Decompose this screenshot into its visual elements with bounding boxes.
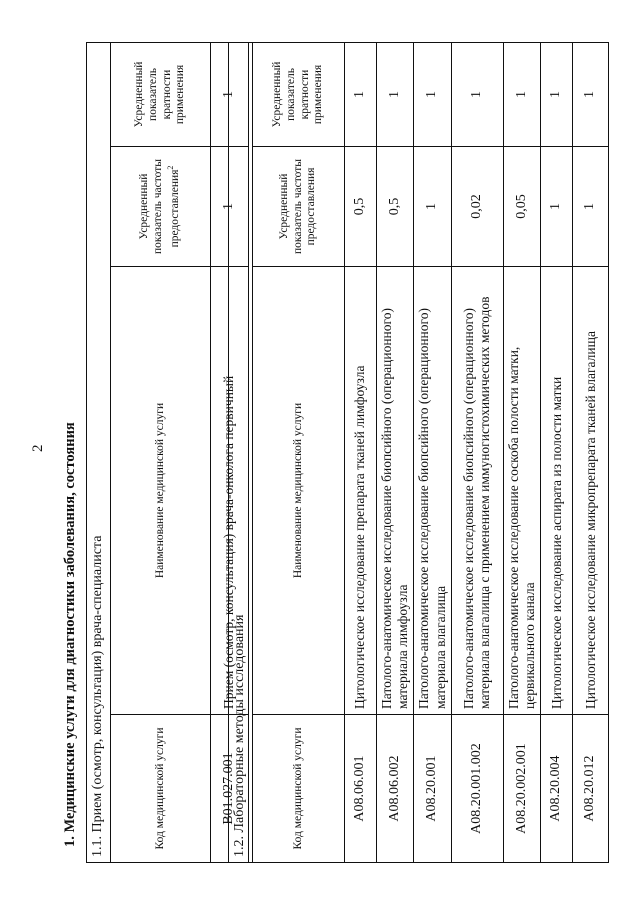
service-code: A08.06.002 xyxy=(377,715,414,863)
subsection-caption-1: 1.1. Прием (осмотр, консультация) врача-специалиста xyxy=(90,535,106,857)
header-name: Наименование медицинской услуги xyxy=(111,267,211,715)
section-title: 1. Медицинские услуги для диагностики заболевания, состояния xyxy=(62,422,78,847)
service-code: A08.20.012 xyxy=(573,715,609,863)
table-row xyxy=(541,42,573,862)
multiplicity-value: 1 xyxy=(414,42,451,146)
table-row xyxy=(345,42,377,862)
service-code: A08.06.001 xyxy=(345,715,377,863)
header-code: Код медицинской услуги xyxy=(111,715,211,863)
header-code: Код медицинской услуги xyxy=(253,715,345,863)
service-name: Патолого-анатомическое исследование соскоба полости матки, цервикального канала xyxy=(503,267,540,715)
service-name: Патолого-анатомическое исследование биопсийного (операционного) материала лимфоузла xyxy=(377,267,414,715)
service-name: Цитологическое исследование препарата тканей лимфоузла xyxy=(345,267,377,715)
header-multiplicity: Усредненный показатель кратности применения xyxy=(253,42,345,146)
frequency-value: 1 xyxy=(211,147,249,267)
frequency-value: 0,5 xyxy=(377,147,414,267)
table-row xyxy=(451,42,503,862)
table-row xyxy=(573,42,609,862)
frequency-value: 1 xyxy=(573,147,609,267)
frequency-value: 0,02 xyxy=(451,147,503,267)
service-name: Прием (осмотр, консультация) врача-онколога первичный xyxy=(211,267,249,715)
frequency-value: 0,5 xyxy=(345,147,377,267)
service-code: B01.027.001 xyxy=(211,715,249,863)
multiplicity-value: 1 xyxy=(503,42,540,146)
footnote-mark: 2 xyxy=(165,165,175,170)
service-code: A08.20.001 xyxy=(414,715,451,863)
header-frequency: Усредненный показатель частоты предоставления$^2$ xyxy=(111,147,211,267)
table-consultation xyxy=(86,42,249,863)
page-number: 2 xyxy=(30,444,46,452)
table-row xyxy=(377,42,414,862)
table-lab-methods xyxy=(228,42,609,863)
service-code: A08.20.001.002 xyxy=(451,715,503,863)
header-multiplicity: Усредненный показатель кратности применения xyxy=(111,42,211,146)
service-name: Цитологическое исследование аспирата из полости матки xyxy=(541,267,573,715)
service-name: Цитологическое исследование микропрепарата тканей влагалища xyxy=(573,267,609,715)
caption-cell xyxy=(229,42,253,862)
frequency-value: 0,05 xyxy=(503,147,540,267)
multiplicity-value: 1 xyxy=(211,42,249,146)
subsection-caption-2: 1.2. Лабораторные методы исследования xyxy=(232,614,248,857)
multiplicity-value: 1 xyxy=(541,42,573,146)
header-frequency: Усредненный показатель частоты предоставления xyxy=(253,147,345,267)
multiplicity-value: 1 xyxy=(573,42,609,146)
frequency-value: 1 xyxy=(414,147,451,267)
frequency-value: 1 xyxy=(541,147,573,267)
service-name: Патолого-анатомическое исследование биопсийного (операционного) материала влагалища с применением иммуногистохимических методов xyxy=(451,267,503,715)
table-row xyxy=(414,42,451,862)
service-code: A08.20.002.001 xyxy=(503,715,540,863)
multiplicity-value: 1 xyxy=(451,42,503,146)
caption-cell xyxy=(87,42,111,862)
header-name: Наименование медицинской услуги xyxy=(253,267,345,715)
service-code: A08.20.004 xyxy=(541,715,573,863)
service-name: Патолого-анатомическое исследование биопсийного (операционного) материала влагалища xyxy=(414,267,451,715)
multiplicity-value: 1 xyxy=(345,42,377,146)
multiplicity-value: 1 xyxy=(377,42,414,146)
table-row xyxy=(503,42,540,862)
